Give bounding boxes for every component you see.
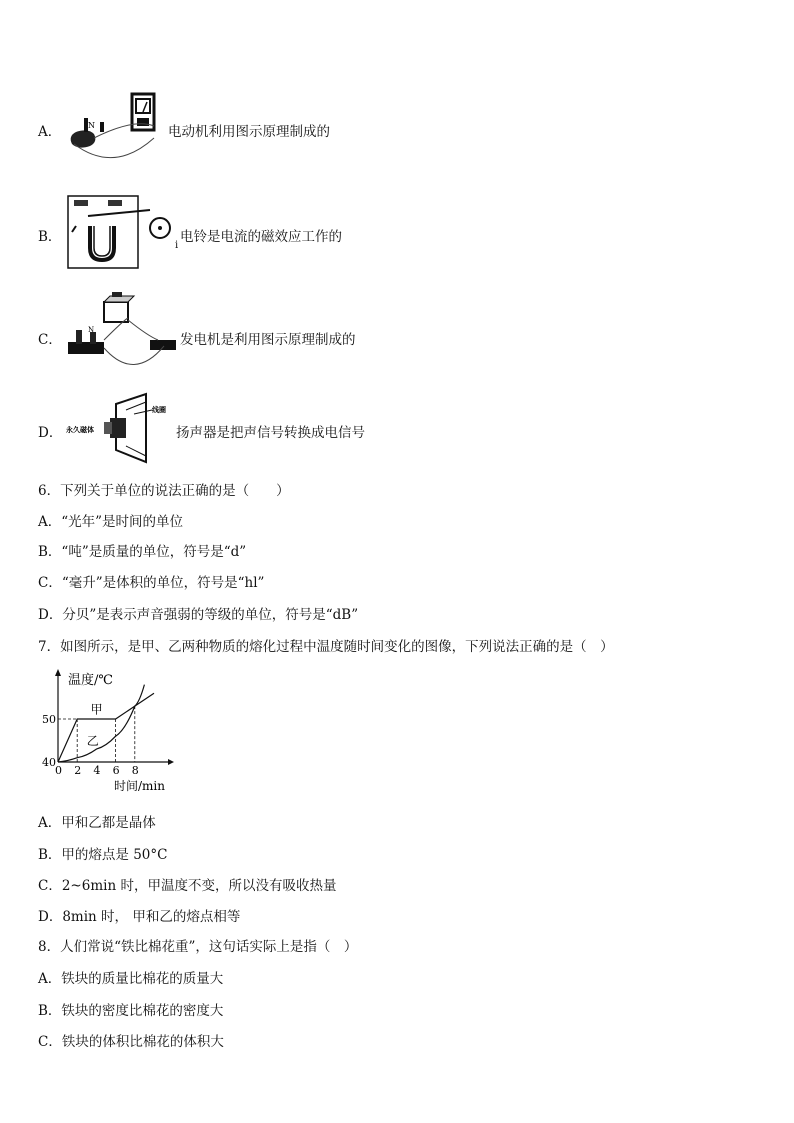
option-text: “吨”是质量的单位，符号是“d” xyxy=(61,544,247,560)
option-d xyxy=(38,603,358,623)
option-c xyxy=(38,874,336,894)
stray-mark: i xyxy=(175,240,179,251)
question-stem: 7．如图所示，是甲、乙两种物质的熔化过程中温度随时间变化的图像，下列说法正确的是（ ） xyxy=(38,639,614,655)
option-letter: A． xyxy=(38,514,62,530)
option-text: 铁块的密度比棉花的密度大 xyxy=(61,1003,224,1019)
electric-bell-circuit-figure xyxy=(64,192,179,270)
option-text: 分贝”是表示声音强弱的等级的单位，符号是“dB” xyxy=(62,607,359,623)
question-stem: 8．人们常说“铁比棉花重”，这句话实际上是指（ ） xyxy=(38,939,358,955)
option-b xyxy=(38,843,167,863)
option-letter: A． xyxy=(38,815,62,831)
option-text: 8min 时， 甲和乙的熔点相等 xyxy=(62,909,241,925)
x-axis-arrow xyxy=(168,759,174,765)
magnet-label: 永久磁体 xyxy=(66,425,94,434)
series-label: 乙 xyxy=(86,733,99,748)
option-text: 电动机利用图示原理制成的 xyxy=(168,124,330,140)
option-c xyxy=(38,571,264,591)
option-text: 甲和乙都是晶体 xyxy=(61,815,156,831)
option-letter: C． xyxy=(38,332,62,348)
x-tick-label: 2 xyxy=(74,764,82,777)
option-b xyxy=(38,999,223,1019)
y-axis-arrow xyxy=(55,669,61,676)
series-line-甲 xyxy=(58,693,154,762)
option-text: 甲的熔点是 50°C xyxy=(61,847,168,863)
coil-label: 线圈 xyxy=(152,405,166,414)
x-tick-label: 6 xyxy=(112,764,120,777)
option-letter: C． xyxy=(38,1034,62,1050)
option-d xyxy=(38,905,240,925)
option-text: 2~6min 时，甲温度不变，所以没有吸收热量 xyxy=(61,878,337,894)
y-tick-label: 40 xyxy=(42,756,56,769)
option-letter: D． xyxy=(38,909,63,925)
generator-circuit-figure xyxy=(64,292,180,376)
option-letter: D． xyxy=(38,607,63,623)
speaker-structure-figure xyxy=(64,390,176,468)
option-a xyxy=(38,967,223,987)
option-text: 扬声器是把声信号转换成电信号 xyxy=(176,425,365,441)
svg-text:N: N xyxy=(88,326,95,334)
option-text: 发电机是利用图示原理制成的 xyxy=(180,332,356,348)
option-letter: A． xyxy=(38,971,62,987)
option-a xyxy=(38,811,156,831)
svg-text:N: N xyxy=(88,121,95,130)
option-letter: B． xyxy=(38,1003,62,1019)
x-axis-label: 时间/min xyxy=(114,779,165,793)
x-tick-label: 8 xyxy=(131,764,139,777)
x-tick-label: 0 xyxy=(55,764,62,777)
option-letter: A． xyxy=(38,124,62,140)
y-axis-label: 温度/℃ xyxy=(68,673,113,688)
option-letter: D． xyxy=(38,425,63,441)
question-stem: 6．下列关于单位的说法正确的是（ ） xyxy=(38,483,290,499)
galvanometer-coil-circuit-figure xyxy=(64,92,164,168)
option-text: 铁块的体积比棉花的体积大 xyxy=(61,1034,224,1050)
option-b xyxy=(38,540,246,560)
option-letter: B． xyxy=(38,544,62,560)
option-text: 铁块的质量比棉花的质量大 xyxy=(61,971,224,987)
temperature-time-chart xyxy=(38,664,188,796)
option-a xyxy=(38,510,183,530)
x-tick-label: 4 xyxy=(93,764,101,777)
option-letter: C． xyxy=(38,878,62,894)
option-letter: B． xyxy=(38,847,62,863)
option-letter: B． xyxy=(38,229,62,245)
series-label: 甲 xyxy=(90,702,103,717)
option-letter: C． xyxy=(38,575,62,591)
option-text: “毫升”是体积的单位，符号是“hl” xyxy=(61,575,265,591)
series-line-乙 xyxy=(58,685,144,762)
option-c xyxy=(38,1030,224,1050)
option-text: 电铃是电流的磁效应工作的 xyxy=(180,229,342,245)
y-tick-label: 50 xyxy=(42,713,56,726)
option-text: “光年”是时间的单位 xyxy=(61,514,184,530)
